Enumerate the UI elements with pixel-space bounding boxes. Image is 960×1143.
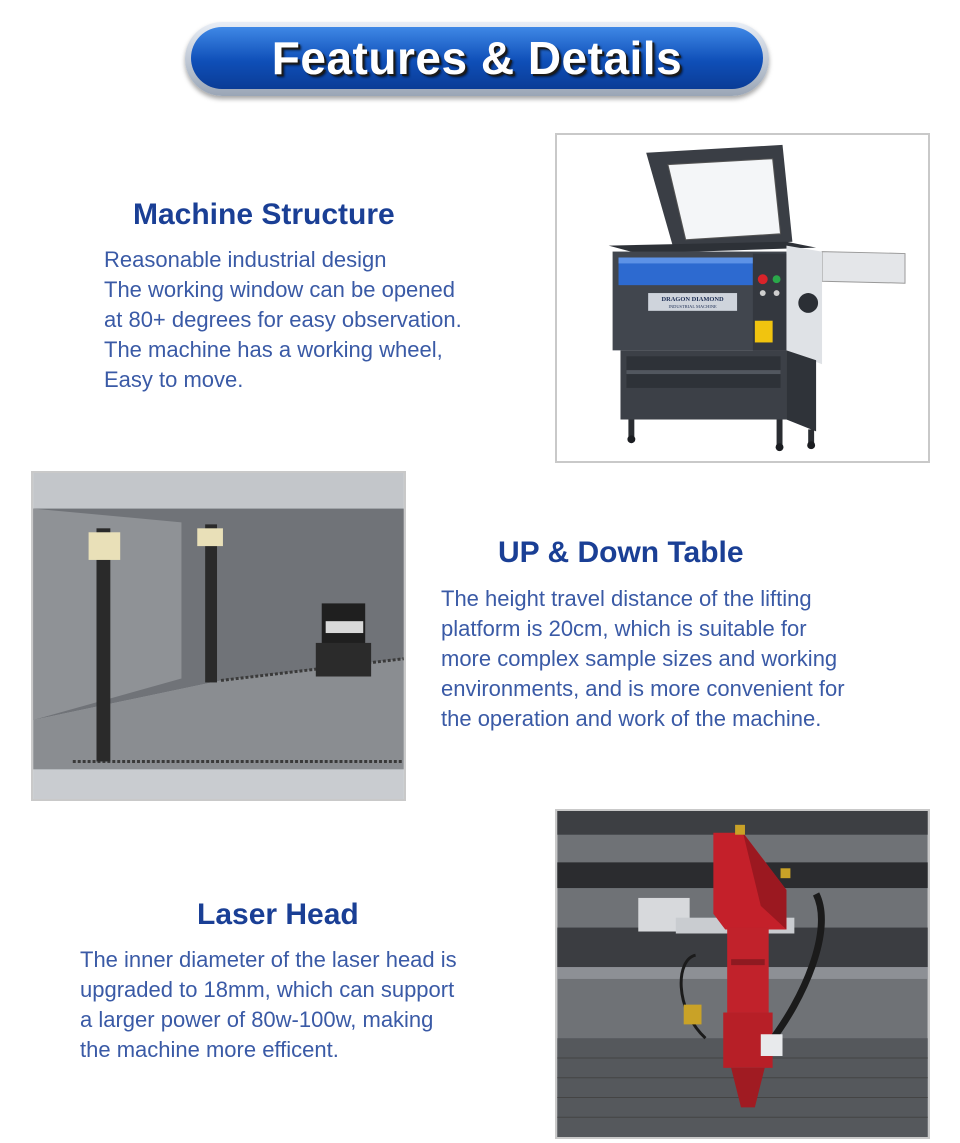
up-down-table-heading: UP & Down Table <box>498 536 744 569</box>
laser-head-line: a larger power of 80w-100w, making <box>80 1007 434 1032</box>
laser-machine-illustration <box>557 135 928 461</box>
lifting-platform-photo <box>31 471 406 801</box>
machine-subtitle-label: INDUSTRIAL MACHINE <box>668 303 717 309</box>
laser-head-photo <box>555 809 930 1139</box>
laser-head-line: the machine more efficent. <box>80 1037 339 1062</box>
laser-head-description <box>80 945 457 1065</box>
features-banner-inner <box>191 27 763 89</box>
lifting-platform-illustration <box>33 473 404 799</box>
laser-head-illustration <box>557 811 928 1137</box>
machine-structure-heading: Machine Structure <box>133 198 395 231</box>
machine-brand-label: DRAGON DIAMOND <box>661 295 724 303</box>
up-down-table-line: the operation and work of the machine. <box>441 706 822 731</box>
banner-title: Features & Details <box>271 32 683 84</box>
machine-structure-description <box>104 245 462 395</box>
machine-structure-line: The working window can be opened <box>104 277 456 302</box>
up-down-table-description <box>441 584 845 734</box>
machine-structure-line: Easy to move. <box>104 367 244 392</box>
machine-structure-line: at 80+ degrees for easy observation. <box>104 307 462 332</box>
machine-structure-line: Reasonable industrial design <box>104 247 387 272</box>
machine-structure-line: The machine has a working wheel, <box>104 337 443 362</box>
laser-head-line: upgraded to 18mm, which can support <box>80 977 455 1002</box>
up-down-table-line: more complex sample sizes and working <box>441 646 838 671</box>
machine-photo <box>555 133 930 463</box>
up-down-table-line: The height travel distance of the lifting <box>441 586 812 611</box>
features-banner <box>185 22 769 96</box>
up-down-table-line: environments, and is more convenient for <box>441 676 845 701</box>
up-down-table-line: platform is 20cm, which is suitable for <box>441 616 807 641</box>
laser-head-heading: Laser Head <box>197 898 359 931</box>
laser-head-line: The inner diameter of the laser head is <box>80 947 457 972</box>
